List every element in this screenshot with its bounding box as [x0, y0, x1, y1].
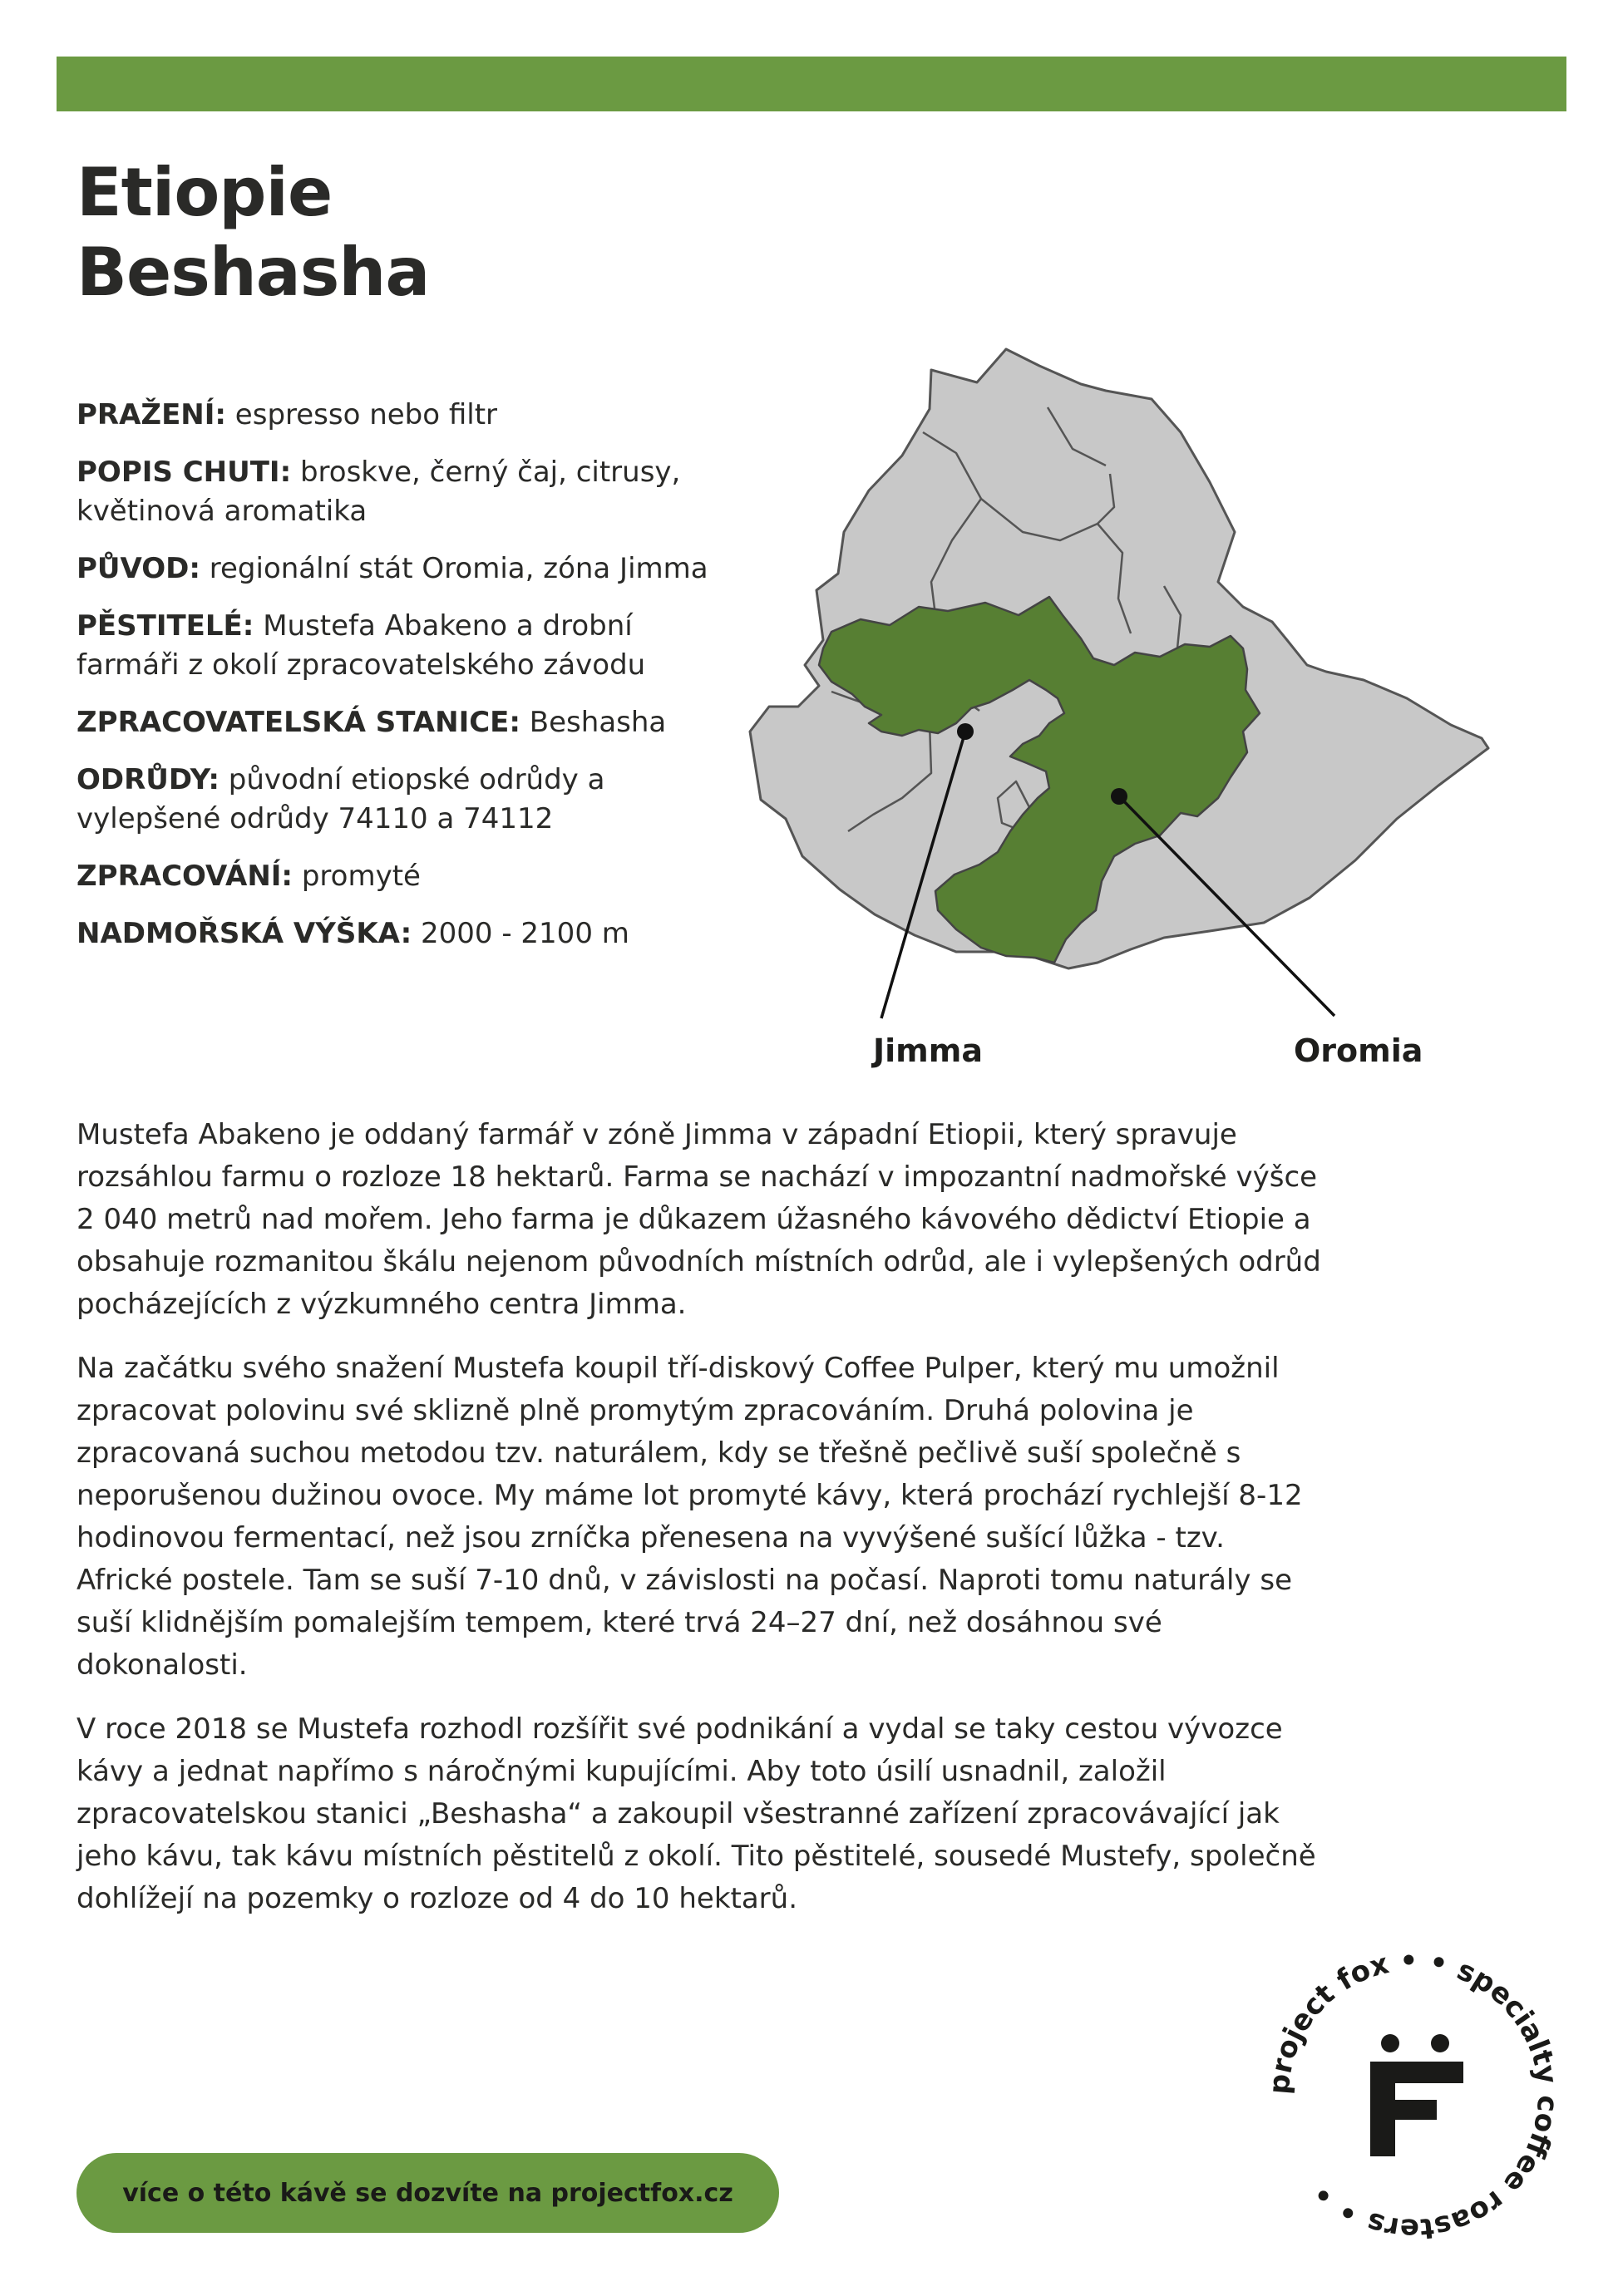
- spec-label: NADMOŘSKÁ VÝŠKA:: [76, 917, 412, 950]
- spec-label: PRAŽENÍ:: [76, 398, 226, 431]
- specs-list: [76, 396, 742, 972]
- spec-value: Mustefa Abakeno a drobní farmáři z okolí zpracovatelského závodu: [76, 609, 646, 682]
- spec-growers: [76, 607, 742, 685]
- more-info-link-button[interactable]: [76, 2153, 779, 2233]
- cta-label: více o této kávě se dozvíte na projectfox.cz: [122, 2178, 733, 2208]
- description: [76, 1114, 1324, 1942]
- spec-flavor: [76, 453, 742, 531]
- logo-ring-text-path: project fox • • specialty coffee roasters • •: [1264, 1945, 1563, 2244]
- ethiopia-map-svg: [732, 341, 1563, 1081]
- spec-label: ZPRACOVÁNÍ:: [76, 860, 294, 893]
- description-paragraph: Na začátku svého snažení Mustefa koupil tří-diskový Coffee Pulper, který mu umožnil zpracovat polovinu své sklizně plně promytým zpracováním. Druhá polovina je zpracovaná suchou metodou tzv. naturálem, kdy se třešně pečlivě suší společně s neporušenou dužinou ovoce. My máme lot promyté kávy, která prochází rychlejší 8-12 hodinovou fermentací, než jsou zrníčka přenesena na vyvýšené sušící lůžka - tzv. Africké postele. Tam se suší 7-10 dnů, v závislosti na počasí. Naproti tomu naturály se suší klidnějším pomalejším tempem, které trvá 24–27 dní, než dosáhnou své dokonalosti.: [76, 1352, 1303, 1682]
- logo-ring-text: [1264, 1945, 1563, 2244]
- spec-value: regionální stát Oromia, zóna Jimma: [200, 552, 708, 585]
- fox-logo-svg: [1264, 1945, 1563, 2244]
- spec-station: [76, 703, 742, 742]
- spec-label: PŮVOD:: [76, 552, 200, 585]
- page-title: [76, 153, 429, 313]
- jimma-marker: [957, 723, 974, 740]
- title-country: Etiopie: [76, 154, 333, 231]
- ethiopia-map: [732, 341, 1563, 1081]
- description-paragraph: Mustefa Abakeno je oddaný farmář v zóně Jimma v západní Etiopii, který spravuje rozsáhlou farmu o rozloze 18 hektarů. Farma se nachází v impozantní nadmořské výšce 2 040 metrů nad mořem. Jeho farma je důkazem úžasného kávového dědictví Etiopie a obsahuje rozmanitou škálu nejenom původních místních odrůd, ale i vylepšených odrůd pocházejících z výzkumného centra Jimma.: [76, 1118, 1321, 1321]
- spec-label: ODRŮDY:: [76, 763, 220, 796]
- description-paragraph: V roce 2018 se Mustefa rozhodl rozšířit své podnikání a vydal se taky cestou vývozce kávy a jednat napřímo s náročnými kupujícími. Aby toto úsilí usnadnil, založil zpracovatelskou stanici „Beshasha“ a zakoupil všestranné zařízení zpracovávající jak jeho kávu, tak kávu místních pěstitelů z okolí. Tito pěstitelé, sousedé Mustefy, společně dohlížejí na pozemky o rozloze od 4 do 10 hektarů.: [76, 1712, 1316, 1915]
- spec-value: promyté: [293, 860, 421, 893]
- map-label-jimma: Jimma: [873, 1032, 983, 1069]
- project-fox-logo: [1264, 1945, 1563, 2244]
- spec-label: POPIS CHUTI:: [76, 456, 292, 489]
- spec-label: PĚSTITELÉ:: [76, 609, 254, 643]
- spec-processing: [76, 857, 742, 896]
- spec-roast: [76, 396, 742, 435]
- spec-varieties: [76, 761, 742, 839]
- spec-value: Beshasha: [520, 706, 667, 739]
- spec-value: espresso nebo filtr: [226, 398, 498, 431]
- spec-origin: [76, 549, 742, 589]
- spec-value: původní etiopské odrůdy a vylepšené odrůdy 74110 a 74112: [76, 763, 605, 835]
- oromia-marker: [1111, 788, 1127, 805]
- spec-altitude: [76, 914, 742, 953]
- map-label-oromia: Oromia: [1294, 1032, 1423, 1069]
- title-name: Beshasha: [76, 234, 430, 311]
- fox-f-mark: [1370, 2034, 1463, 2156]
- spec-label: ZPRACOVATELSKÁ STANICE:: [76, 706, 520, 739]
- top-accent-bar: [57, 57, 1566, 111]
- spec-value: broskve, černý čaj, citrusy, květinová aromatika: [76, 456, 681, 528]
- spec-value: 2000 - 2100 m: [412, 917, 629, 950]
